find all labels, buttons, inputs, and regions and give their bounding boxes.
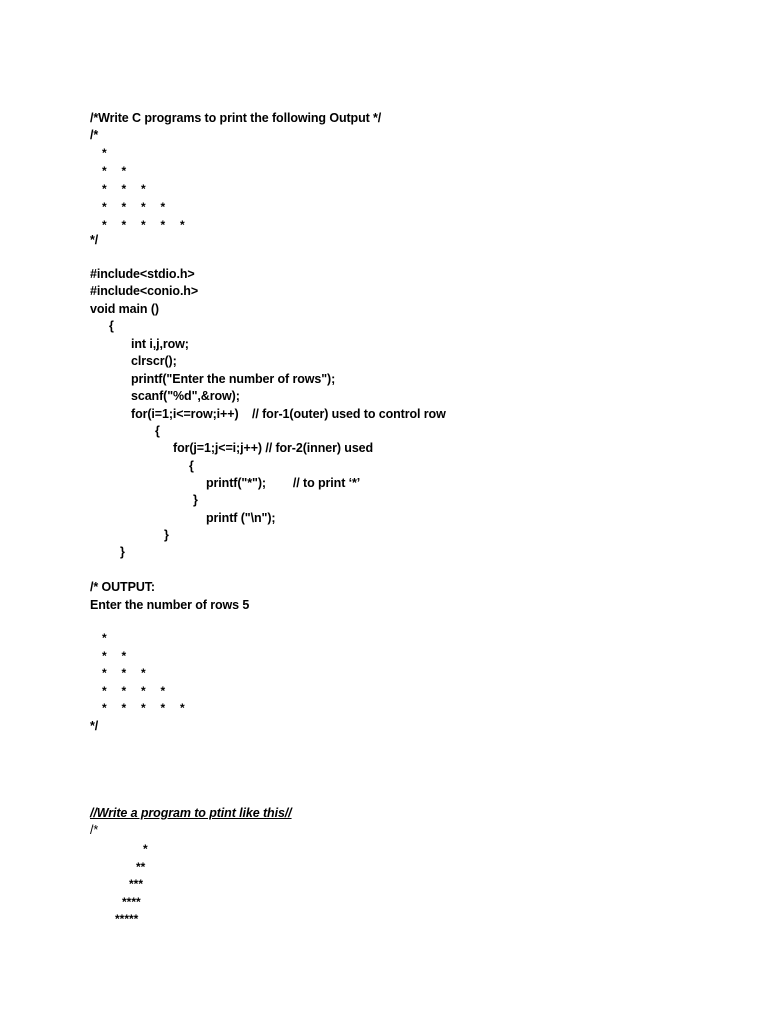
example-pattern-star: * bbox=[121, 218, 127, 232]
program-heading: /*Write C programs to print the following Output */ bbox=[90, 111, 382, 125]
example-pattern-star: * bbox=[102, 218, 107, 232]
output-prompt-line: Enter the number of rows 5 bbox=[90, 598, 250, 612]
comment-open: /* bbox=[90, 128, 99, 142]
code-variable-declaration: int i,j,row; bbox=[131, 337, 189, 351]
output-pattern-star: * bbox=[121, 683, 127, 698]
right-aligned-row: ***** bbox=[115, 912, 139, 926]
code-main-declaration: void main () bbox=[90, 302, 159, 316]
output-pattern-star: * bbox=[102, 666, 107, 680]
code-include-stdio: #include<stdio.h> bbox=[90, 267, 195, 281]
second-comment-open: /* bbox=[90, 823, 99, 837]
output-pattern-star: * bbox=[102, 648, 107, 663]
right-aligned-row: ** bbox=[136, 859, 146, 874]
example-pattern-star: * bbox=[160, 200, 166, 214]
example-pattern-star: * bbox=[160, 218, 166, 232]
example-pattern-star: * bbox=[180, 218, 185, 232]
code-printf-prompt: printf("Enter the number of rows"); bbox=[131, 372, 336, 386]
code-main-brace-open: { bbox=[109, 319, 114, 333]
example-pattern-star: * bbox=[121, 182, 127, 196]
output-pattern-star: * bbox=[102, 701, 107, 715]
right-aligned-row: *** bbox=[129, 877, 144, 891]
code-outer-for: for(i=1;i<=row;i++) // for-1(outer) used to control row bbox=[131, 407, 446, 421]
code-inner-for: for(j=1;j<=i;j++) // for-2(inner) used bbox=[173, 441, 374, 455]
code-printf-newline: printf ("\n"); bbox=[206, 511, 276, 525]
code-inner-brace-open: { bbox=[189, 459, 194, 473]
code-outer-brace-open: { bbox=[155, 424, 160, 438]
output-pattern-star: * bbox=[141, 666, 146, 680]
output-pattern-star: * bbox=[180, 701, 185, 715]
output-pattern-star: * bbox=[121, 666, 127, 680]
code-main-brace-close: } bbox=[120, 545, 125, 559]
code-printf-star: printf("*"); // to print ‘*’ bbox=[206, 476, 361, 490]
right-aligned-row: * bbox=[143, 842, 148, 856]
example-pattern-star: * bbox=[141, 182, 146, 196]
output-pattern-star: * bbox=[102, 631, 107, 645]
code-inner-brace-close: } bbox=[193, 493, 198, 507]
code-scanf: scanf("%d",&row); bbox=[131, 389, 240, 403]
right-aligned-row: **** bbox=[122, 894, 141, 909]
example-pattern-star: * bbox=[121, 200, 127, 214]
code-outer-brace-close: } bbox=[164, 528, 169, 542]
output-pattern-star: * bbox=[121, 648, 127, 663]
code-include-conio: #include<conio.h> bbox=[90, 284, 199, 298]
example-pattern-star: * bbox=[141, 218, 146, 232]
output-pattern-star: * bbox=[141, 701, 146, 715]
example-pattern-star: * bbox=[102, 182, 107, 196]
example-pattern-star: * bbox=[102, 200, 107, 214]
output-pattern-star: * bbox=[141, 683, 146, 698]
code-clrscr: clrscr(); bbox=[131, 354, 177, 368]
output-header: /* OUTPUT: bbox=[90, 580, 155, 594]
output-pattern-star: * bbox=[160, 701, 166, 715]
output-pattern-star: * bbox=[121, 701, 127, 715]
example-pattern-star: * bbox=[141, 200, 146, 214]
output-pattern-star: * bbox=[102, 683, 107, 698]
example-pattern-star: * bbox=[102, 146, 107, 160]
second-program-heading: //Write a program to ptint like this// bbox=[90, 806, 292, 820]
output-comment-close: */ bbox=[90, 719, 99, 733]
example-pattern-star: * bbox=[121, 164, 127, 178]
output-pattern-star: * bbox=[160, 683, 166, 698]
comment-close: */ bbox=[90, 233, 99, 247]
example-pattern-star: * bbox=[102, 164, 107, 178]
